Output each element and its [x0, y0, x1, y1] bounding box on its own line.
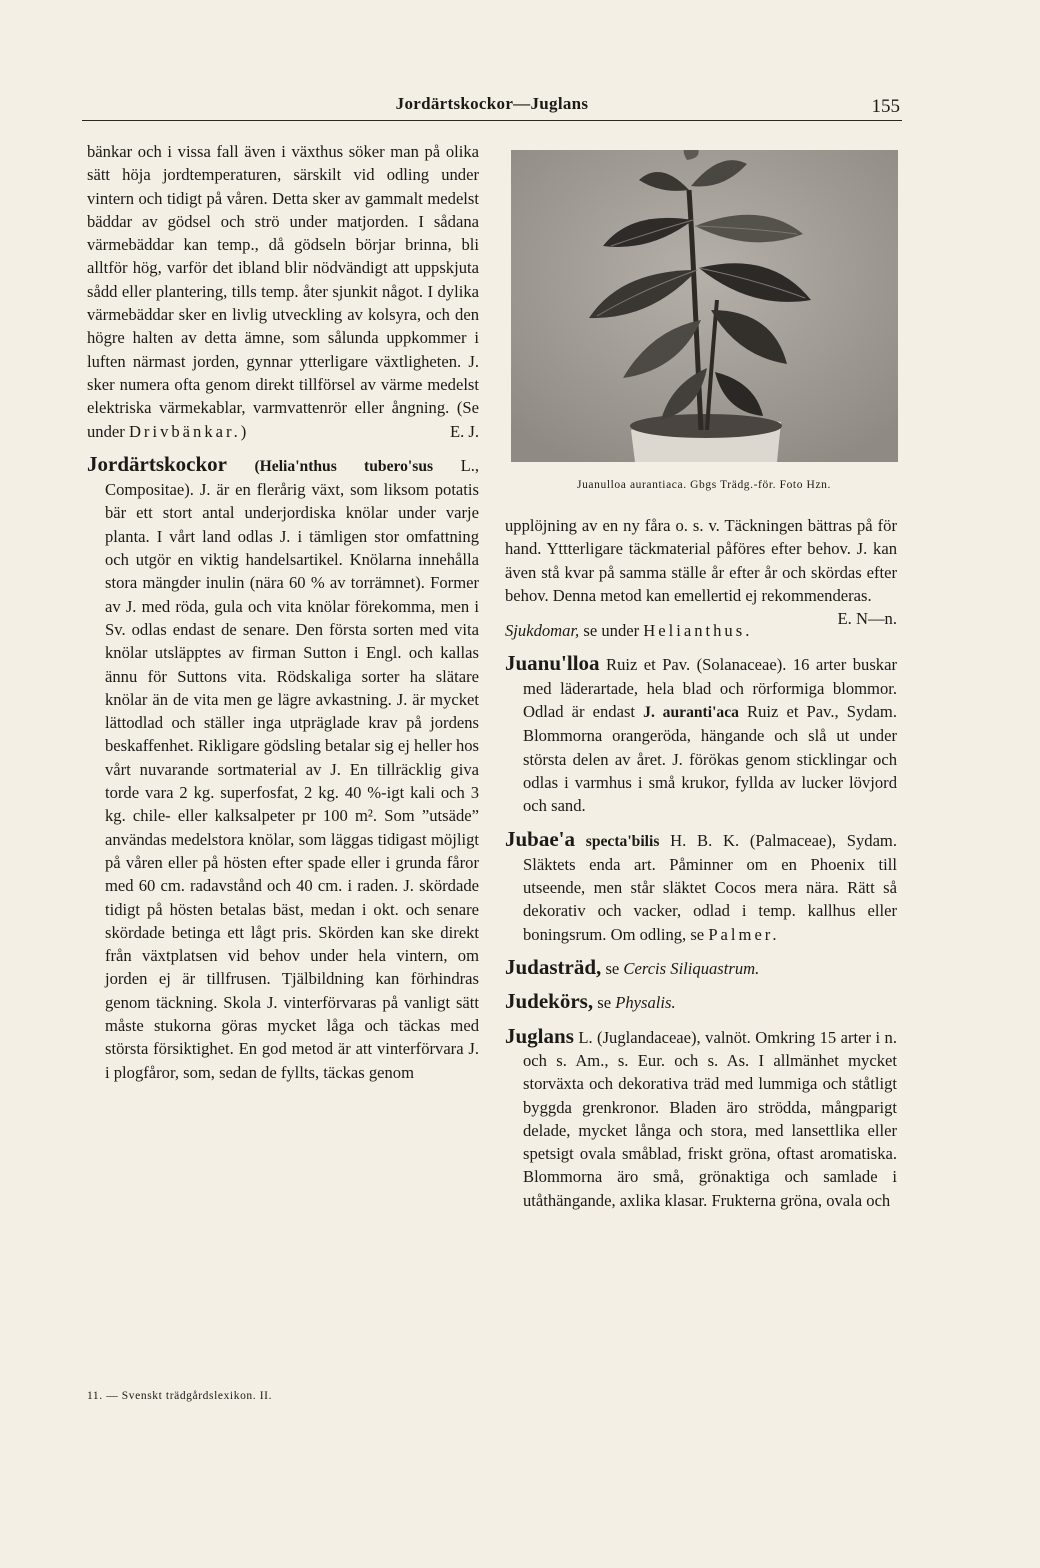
- headword-juglans: Juglans: [505, 1023, 574, 1048]
- entry-text-juanulloa-2: Ruiz et Pav., Sydam. Blommorna orangeröda, hängande och slå ut under största delen av året. J. förökas genom sticklingar och odlas i varmhus i små krukor, fyllda av lucker lövjord och sand.: [523, 702, 897, 816]
- headword-judastrad: Judasträd,: [505, 955, 602, 980]
- continued-paragraph: [87, 140, 479, 443]
- continued-text-right: upplöjning av en ny fåra o. s. v. Täckningen bättras på för hand. Yttterligare täckmaterial påföres efter behov. J. kan även stå kvar på samma ställe år efter år och skördas efter behov. Denna metod kan emellertid ej rekommenderas.: [505, 516, 897, 605]
- entry-text-jubaea: H. B. K. (Palmaceae), Sydam. Släktets enda art. Påminner om en Phoenix till utseende, men står släktet Cocos mera nära. Rätt så dekorativ och vacker, odlad i temp. kallhus eller boningsrum.: [523, 830, 897, 944]
- entry-text-jordartskockor: J. är en flerårig växt, som liksom potatis bär ett stort antal underjordiska knölar under varje planta. I vårt land odlas J. i tämligen stor omfattning och utgör en viktig handelsartikel. Knölarna innehålla stora mängder inulin (nära 60 % av torrämnet). Former av J. med röda, gula och vita knölar förekomma, men i Sv. odlas endast de senare. Den första sorten med vita knölar utsläpptes av firman Sutton i Engl. och kallas ännu för Suttons vita. Rödskaliga sorter ha slätare knölar än de vita men ge lägre avkastning. J. är mycket lättodlad och ställer inga utpräglade krav på jordens beskaffenhet. Rikligare gödsling betalar sig ej heller hos vårt nuvarande sortmaterial av J. En tillräcklig giva torde vara 2 kg. superfosfat, 2 kg. 40 %-igt kali och 3 kg. chile- eller kalksalpeter pr 100 m². Som ”utsäde” användas medelstora knölar, som läggas tidigast möjligt på våren eller på hösten efter spade eller i grunda fåror med 60 cm. radavstånd och 40 cm. i raden. J. skördade tidigt på hösten betalas bäst, medan i okt. och senare skördade betinga ett lågt pris. Skörden kan ske direkt från växtplatsen vid behov under hela vintern, om jorden ej är tillfrusen. Tjälbildning kan förhindras genom täckning. Skola J. vinterförvaras på vanligt sätt måste stukorna göras mycket låga och täckas med största försiktighet. En god metod är att vinterförvara J. i plogfåror, som, sedan de fyllts, täckas genom: [105, 480, 479, 1082]
- running-title: Jordärtskockor—Juglans: [395, 94, 589, 113]
- reference-helianthus: Helianthus.: [643, 621, 753, 641]
- latin-authority: L., Compositae).: [105, 455, 479, 500]
- figure-caption: Juanulloa aurantiaca. Gbgs Trädg.-för. Foto Hzn.: [577, 479, 831, 491]
- judastrad-se: se: [605, 959, 620, 979]
- page-number: 155: [871, 96, 900, 117]
- judekors-se: se: [597, 993, 612, 1013]
- left-column: [87, 140, 479, 1084]
- entry-judastrad: [505, 956, 897, 980]
- jubaea-odling: Om odling, se: [610, 924, 705, 944]
- entry-juanulloa: [505, 652, 897, 817]
- entry-jubaea: [505, 828, 897, 946]
- entry-judekors: [505, 990, 897, 1014]
- entry-text-juanulloa: Ruiz et Pav. (Solanaceae). 16 arter buskar med läderartade, hela blad och rörformiga blommor. Odlad är endast: [523, 655, 897, 722]
- entry-jordartskockor: [87, 453, 479, 1084]
- sjukdomar-se: se under: [583, 621, 640, 641]
- headword-juanulloa: Juanu'lloa: [505, 651, 600, 676]
- latin-name: (Helia'nthus tubero'sus: [254, 457, 434, 475]
- reference-drivbankar: Drivbänkar.): [128, 421, 250, 441]
- continued-text: bänkar och i vissa fall även i växthus söker man på olika sätt höja jordtemperaturen, särskilt vid odling under vintern och tidigt på våren. Detta sker av gammalt medelst bäddar av gödsel och strö under matjorden. I sådana värmebäddar kan temp., då gödseln börjar brinna, bli alltför hög, varför det ibland blir nödvändigt att uppskjuta sådd eller plantering, tills temp. åter sjunkit något. I dylika värmebäddar sker en livlig utveckling av kolsyra, och den högre halten av detta ämne, som sålunda uppkommer i luften närmast jorden, gynnar ytterligare växtligheten. J. sker numera ofta genom direkt tillförsel av värme medelst elektriska värmekablar, varmvattenrör eller ångning.: [87, 142, 479, 418]
- entry-juglans: [505, 1025, 897, 1212]
- reference-prefix: (Se under: [87, 398, 479, 441]
- sjukdomar-label: Sjukdomar,: [505, 621, 580, 641]
- headword-jubaea: Jubae'a: [505, 826, 576, 851]
- species-aurantiaca: J. auranti'aca: [643, 704, 739, 722]
- reference-palmer: Palmer.: [708, 924, 780, 944]
- author-signature: E. J.: [449, 421, 479, 441]
- species-spectabilis: specta'bilis: [585, 832, 660, 850]
- headword-judekors: Judekörs,: [505, 989, 594, 1014]
- headword-jordartskockor: Jordärtskockor: [87, 451, 227, 476]
- continued-paragraph-right: [505, 514, 897, 629]
- running-header: [82, 94, 902, 121]
- right-column: [505, 514, 897, 1212]
- author-signature-right: E. N—n.: [837, 609, 897, 629]
- plant-illustration: [511, 150, 898, 462]
- entry-text-juglans: L. (Juglandaceae), valnöt. Omkring 15 arter i n. och s. Am., s. Eur. och s. As. I allmänhet mycket storväxta och dekorativa träd med lummiga och ståtligt byggda grenkronor. Bladen äro strödda, mångparigt delade, mycket långa och stora, med lansettlika eller spetsigt ovala småblad, friskt gröna, oftast aromatiska. Blommorna äro små, grönaktiga och samlade i utåthängande, axlika klasar. Frukterna gröna, ovala och: [523, 1027, 897, 1210]
- reference-physalis: Physalis.: [615, 993, 676, 1013]
- plant-photograph: [511, 150, 898, 462]
- reference-cercis: Cercis Siliquastrum.: [623, 959, 760, 979]
- page-footer: 11. — Svenskt trädgårdslexikon. II.: [87, 1390, 273, 1402]
